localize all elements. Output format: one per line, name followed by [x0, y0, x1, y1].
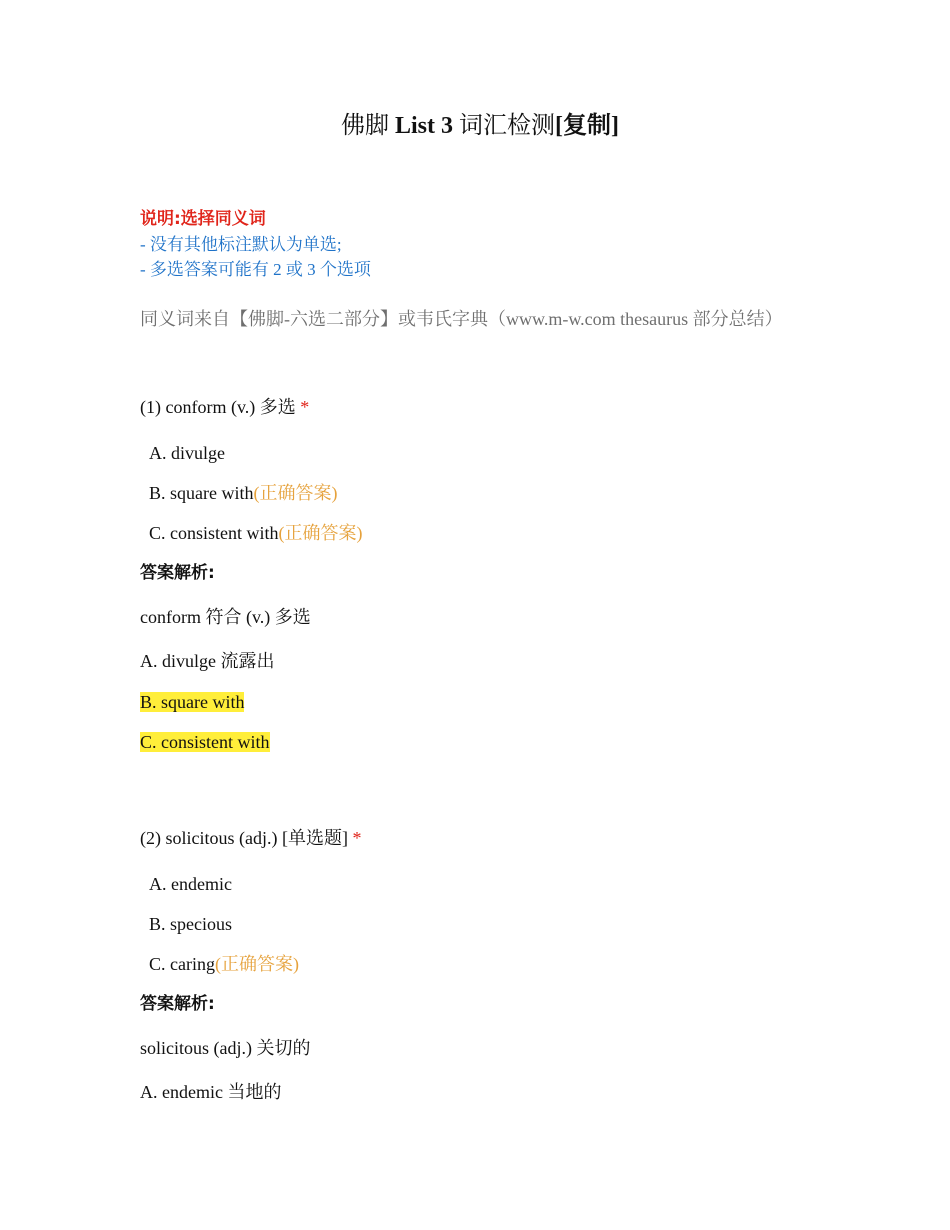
option-a[interactable]: A. endemic: [149, 874, 232, 894]
instructions-line-2: - 多选答案可能有 2 或 3 个选项: [140, 260, 371, 279]
question-stem: (1) conform (v.) 多选 *: [140, 397, 310, 417]
highlighted-answer: B. square with: [140, 692, 245, 712]
required-mark: *: [352, 828, 362, 848]
source-note: 同义词来自【佛脚-六选二部分】或韦氏字典（www.m-w.com thesaurus 部分总结）: [140, 309, 783, 329]
analysis-line: A. divulge 流露出: [140, 651, 275, 671]
title-list: List 3: [395, 113, 454, 139]
title-prefix: 佛脚: [341, 113, 395, 139]
highlighted-answer: C. consistent with: [140, 732, 270, 752]
analysis-heading: 答案解析:: [140, 563, 215, 583]
question-1: [140, 394, 820, 755]
analysis-line: A. endemic 当地的: [140, 1082, 282, 1102]
analysis-heading: 答案解析:: [140, 994, 215, 1014]
instructions-line-1: - 没有其他标注默认为单选;: [140, 235, 342, 254]
question-2: [140, 825, 820, 1105]
option-b[interactable]: B. specious: [149, 914, 232, 934]
instructions-heading: 说明:选择同义词: [140, 209, 266, 229]
required-mark: *: [300, 397, 310, 417]
correct-answer-tag: (正确答案): [278, 523, 363, 543]
option-b[interactable]: B. square with(正确答案): [149, 483, 338, 503]
page-title: [140, 110, 820, 142]
option-a[interactable]: A. divulge: [149, 443, 225, 463]
correct-answer-tag: (正确答案): [253, 483, 338, 503]
correct-answer-tag: (正确答案): [214, 954, 299, 974]
option-c[interactable]: C. consistent with(正确答案): [149, 523, 363, 543]
title-suffix: 词汇检测: [453, 113, 556, 139]
question-stem: (2) solicitous (adj.) [单选题] *: [140, 828, 362, 848]
option-c[interactable]: C. caring(正确答案): [149, 954, 299, 974]
copy-link[interactable]: [复制]: [555, 113, 619, 139]
analysis-line: conform 符合 (v.) 多选: [140, 607, 311, 627]
analysis-line: solicitous (adj.) 关切的: [140, 1038, 311, 1058]
instructions: [140, 207, 371, 282]
